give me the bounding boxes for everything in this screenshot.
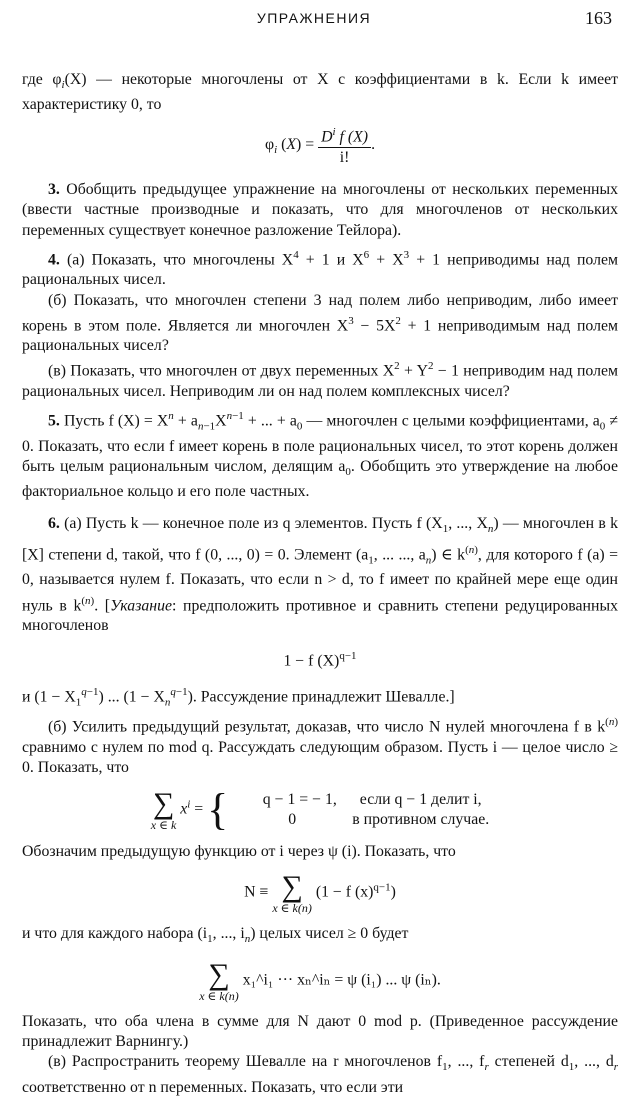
exercise-4b: (б) Показать, что многочлен степени 3 над полем либо неприводим, либо имеет корень в этом поле. Является ли многочлен $X^3 - 5X^2 + 1$ неприводимым над полем рациональных чисел?: [22, 291, 619, 355]
exercise-6c: (в) Распространить теорему Шевалле на r многочленов $f_1$, ..., $f_r$ степеней $d_1$, ..., $d_r$ соответственно от n переменных. Показать, что если эти: [22, 1053, 619, 1096]
page-body: [22, 70, 618, 1098]
sum-symbol: ∑ x ∈ k(n): [272, 870, 312, 916]
paragraph-intro: где $\varphi_i(X)$ — некоторые многочлены от X с коэффициентами в k. Если k имеет характеристику 0, то: [22, 71, 618, 114]
sum-symbol: ∑ x ∈ k(n): [199, 957, 239, 1003]
paragraph-chevalley: и $(1 - X_1^{q-1})$ ... $(1 - X_n^{q-1})$. Рассуждение принадлежит Шевалле.]: [22, 685, 455, 709]
formula-sum-cases: ∑ x ∈ k $x^i$ = { q − 1 = − 1, если q − 1 делит i, 0 в противном случае.: [150, 785, 490, 835]
formula-reduced-poly: 1 − f $(X)^{q-1}$: [283, 650, 357, 670]
formula-monomial-sum: ∑ x ∈ k(n) x₁^i₁ ··· xₙ^iₙ = ψ (i₁) ... ψ (iₙ).: [199, 957, 441, 1003]
page-number: 163: [585, 8, 612, 28]
cases-block: { q − 1 = − 1, если q − 1 делит i, 0 в противном случае.: [207, 785, 490, 835]
exercise-6a: 6. (а) Пусть k — конечное поле из q элементов. Пусть f ($X_1$, ..., $X_n$) — многочлен в k [X] степени d, такой, что f (0, ..., 0) = 0. Элемент ($a_1$, ... ..., $a_n$) ∈ $k^{(n)}$, для которого f (a) = 0, называется нулем f. Показать, что если n > d, то f имеет по крайней мере еще один нуль в $k^{(n)}$. [Указание: предположить противное и сравнить степени редуцированных многочленов: [22, 515, 618, 635]
formula-N-sum: N ≡ ∑ x ∈ k(n) (1 − f $(x)^{q-1}$): [244, 870, 396, 916]
sum-symbol: ∑ x ∈ k: [150, 787, 177, 833]
fraction: $\frac{D^i f (X)}{i!}$: [318, 122, 371, 169]
formula-taylor: $\varphi_i$ (X) = $\frac{D^i f (X)}{i!}$ .: [22, 122, 618, 169]
exercise-4c: (в) Показать, что многочлен от двух переменных $X^2 + Y^2 - 1$ неприводим над полем рациональных чисел. Неприводим ли он над полем комплексных чисел?: [22, 360, 619, 400]
paragraph-tuple: и что для каждого набора ($i_1$, ..., $i_n$) целых чисел ≥ 0 будет: [22, 925, 409, 946]
paragraph-warning: Показать, что оба члена в сумме для N дают 0 mod p. (Приведенное рассуждение принадлежит Варнингу.): [22, 1012, 618, 1051]
exercise-5: 5. Пусть f $(X) = X^n + a_{n-1}X^{n-1}$ + ... + $a_0$ — многочлен с целыми коэффициентами, $a_0 \ne 0$. Показать, что если f имеет корень в поле рациональных чисел, то этот корень должен быть целым рациональным числом, делящим $a_0$. Обобщить это утверждение на любое факториальное кольцо и его поле частных.: [22, 410, 619, 501]
running-header: УПРАЖНЕНИЯ: [256, 10, 372, 26]
exercise-6b: (б) Усилить предыдущий результат, доказав, что число N нулей многочлена f в $k^{(n)}$ сравнимо с нулем по mod q. Рассуждать следующим образом. Пусть i — целое число ≥ 0. Показать, что: [22, 716, 618, 777]
exercise-4a: 4. (а) Показать, что многочлены $X^4 + 1$ и $X^6 + X^3 + 1$ неприводимы над полем рациональных чисел.: [22, 248, 618, 289]
paragraph-psi: Обозначим предыдущую функцию от i через ψ (i). Показать, что: [22, 843, 456, 861]
exercise-3: 3. Обобщить предыдущее упражнение на многочлены от нескольких переменных (ввести частные производные и показать, что для многочленов от нескольких переменных существует конечное разложение Тейлора).: [22, 181, 619, 239]
